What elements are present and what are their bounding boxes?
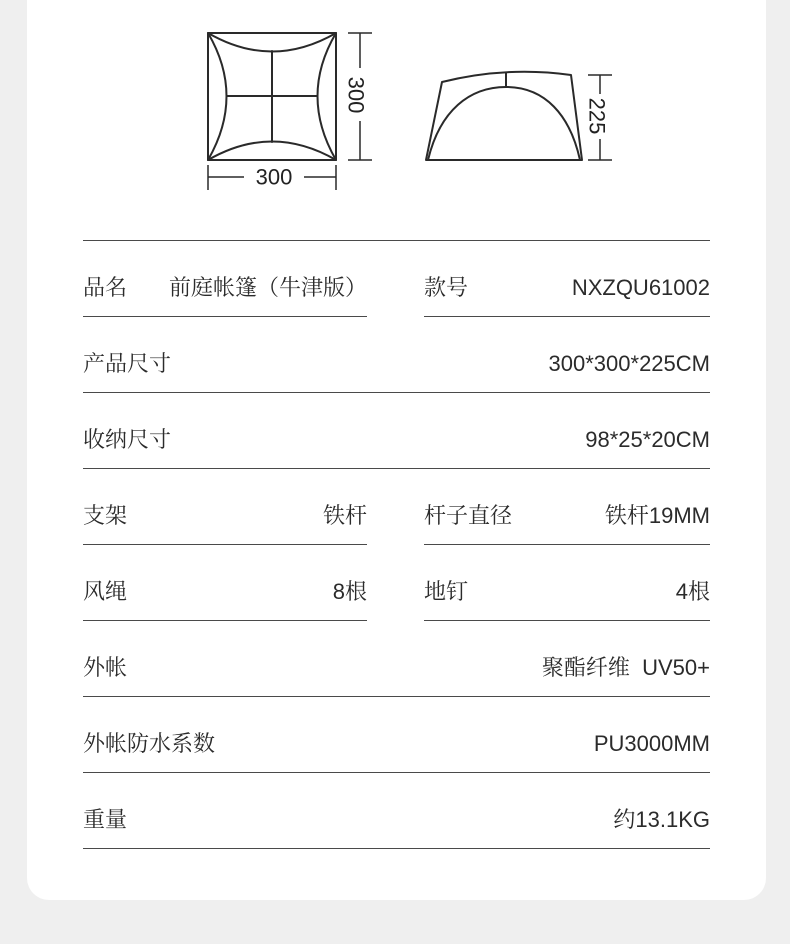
top-view-left-arc bbox=[208, 33, 227, 160]
spec-packed-size-value: 98*25*20CM bbox=[585, 427, 710, 452]
spec-product-size-value: 300*300*225CM bbox=[548, 351, 710, 376]
spec-packed-size bbox=[83, 393, 710, 469]
spec-name-value: 前庭帐篷（牛津版） bbox=[168, 275, 367, 300]
spec-stakes-label: 地钉 bbox=[424, 579, 469, 604]
spec-frame-value: 铁杆 bbox=[322, 503, 367, 528]
spec-stakes bbox=[424, 545, 710, 621]
spec-name bbox=[83, 241, 367, 317]
top-view-top-arc bbox=[208, 33, 336, 52]
spec-product-size bbox=[83, 317, 710, 393]
spec-row-ropes-stakes bbox=[83, 545, 710, 621]
tent-dimension-diagram bbox=[0, 0, 790, 220]
side-view-height-label: 225 bbox=[584, 97, 610, 135]
spec-product-size-label: 产品尺寸 bbox=[83, 351, 172, 376]
spec-frame-label: 支架 bbox=[83, 503, 128, 528]
spec-guy-ropes bbox=[83, 545, 367, 621]
side-view-height-dimension bbox=[585, 75, 613, 160]
spec-row-outer-tent bbox=[83, 621, 710, 697]
spec-pole-diameter-label: 杆子直径 bbox=[424, 503, 513, 528]
spec-model-label: 款号 bbox=[424, 275, 469, 300]
spec-outer-tent bbox=[83, 621, 710, 697]
spec-weight-value: 约13.1KG bbox=[613, 807, 710, 832]
spec-guy-ropes-label: 风绳 bbox=[83, 579, 128, 604]
spec-pole-diameter bbox=[424, 469, 710, 545]
tent-side-view bbox=[426, 72, 582, 160]
top-view-depth-dimension bbox=[344, 33, 373, 160]
spec-row-weight bbox=[83, 773, 710, 849]
spec-model bbox=[424, 241, 710, 317]
spec-row-frame-pole bbox=[83, 469, 710, 545]
spec-waterproof-rating bbox=[83, 697, 710, 773]
spec-guy-ropes-value: 8根 bbox=[332, 579, 367, 604]
spec-row-waterproof-rating bbox=[83, 697, 710, 773]
spec-outer-tent-value: 聚酯纤维 UV50+ bbox=[541, 655, 710, 680]
spec-waterproof-rating-label: 外帐防水系数 bbox=[83, 731, 216, 756]
spec-packed-size-label: 收纳尺寸 bbox=[83, 427, 172, 452]
side-view-outline bbox=[426, 72, 582, 160]
spec-table bbox=[83, 240, 710, 849]
spec-weight bbox=[83, 773, 710, 849]
spec-row-name-model bbox=[83, 241, 710, 317]
spec-waterproof-rating-value: PU3000MM bbox=[593, 731, 710, 756]
top-view-bottom-arc bbox=[208, 142, 336, 161]
top-view-right-arc bbox=[318, 33, 337, 160]
side-view-arch bbox=[428, 87, 580, 160]
top-view-width-dimension bbox=[208, 165, 336, 191]
spec-row-packed-size bbox=[83, 393, 710, 469]
spec-frame bbox=[83, 469, 367, 545]
spec-outer-tent-label: 外帐 bbox=[83, 655, 128, 680]
spec-model-value: NXZQU61002 bbox=[571, 275, 710, 300]
spec-name-label: 品名 bbox=[83, 275, 128, 300]
tent-top-view bbox=[208, 33, 336, 160]
spec-pole-diameter-value: 铁杆19MM bbox=[604, 503, 710, 528]
top-view-depth-label: 300 bbox=[343, 76, 369, 114]
spec-stakes-value: 4根 bbox=[675, 579, 710, 604]
spec-weight-label: 重量 bbox=[83, 807, 128, 832]
top-view-width-label: 300 bbox=[255, 164, 293, 190]
spec-row-product-size bbox=[83, 317, 710, 393]
